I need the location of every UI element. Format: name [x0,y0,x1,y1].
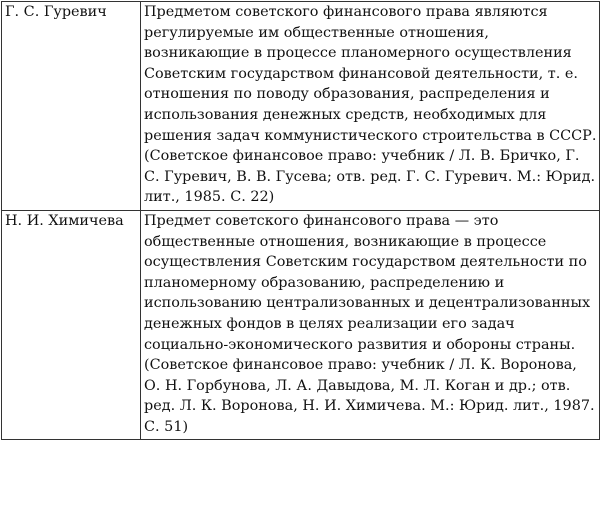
definition-cell [141,2,600,211]
source-citation: (Советское финансовое право: учебник / Л. В. Бричко, Г. С. Гуревич, В. В. Гусева; отв. ред. Г. С. Гуревич. М.: Юрид. лит., 1985. С. 22) [144,148,596,206]
author-name: Г. С. Гуревич [5,4,107,20]
author-cell [2,2,141,211]
definition-text: Предмет советского финансового права — это общественные отношения, возникающие в процессе осуществления Советским государством деятельности по планомерному образованию, распределению и использованию централизованных и децентрализованных денежных фондов в целях реализации его задач социально-экономического развития и обороны страны. [144,212,591,353]
table-row [2,210,600,440]
author-name: Н. И. Химичева [5,212,124,229]
definition-cell [141,210,600,440]
definition-text: Предметом советского финансового права являются регулируемые им общественные отношения, возникающие в процессе планомерного осуществления Советским государством финансовой деятельности, т. е. отношения по поводу образования, распределения и использования денежных средств, необходимых для решения задач коммунистического строительства в СССР. [144,4,597,144]
definitions-table [1,1,600,440]
author-cell [2,210,141,440]
source-citation: (Советское финансовое право: учебник / Л. К. Воронова, О. Н. Горбунова, Л. А. Давыдова, М. Л. Коган и др.; отв. ред. Л. К. Воронова, Н. И. Химичева. М.: Юрид. лит., 1987. С. 51) [144,357,595,435]
table-row [2,2,600,211]
